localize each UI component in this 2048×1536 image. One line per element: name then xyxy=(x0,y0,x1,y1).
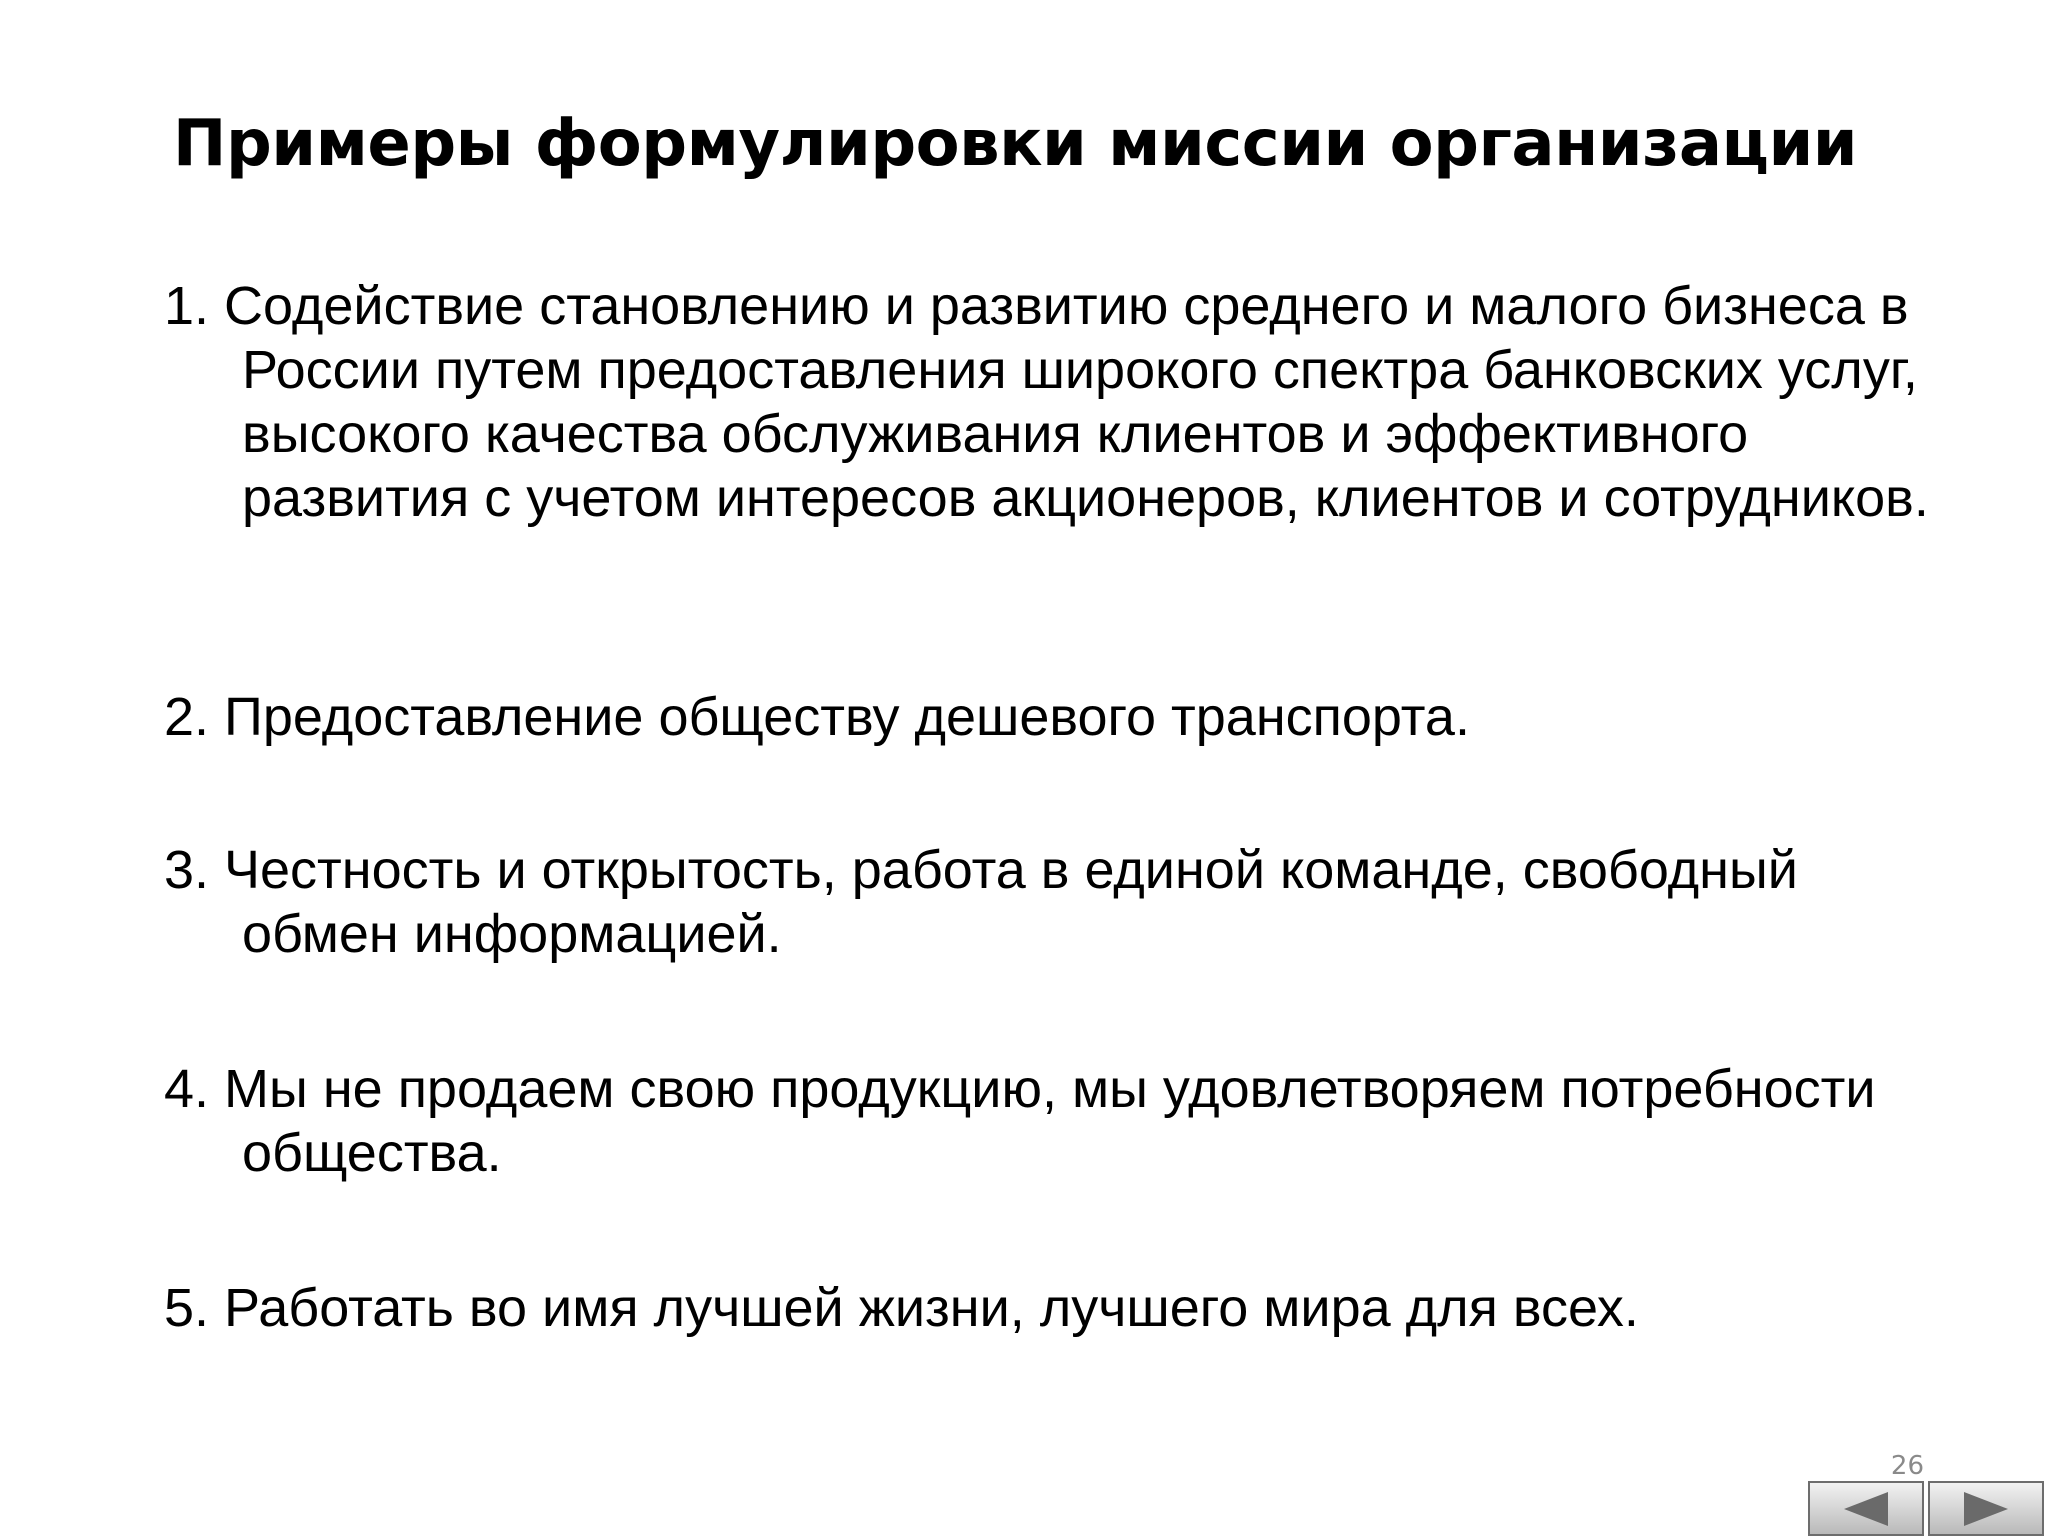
previous-slide-button[interactable] xyxy=(1808,1481,1924,1536)
slide-title: Примеры формулировки миссии организации xyxy=(172,107,1858,181)
triangle-left-icon xyxy=(1840,1490,1892,1528)
slide-navigation xyxy=(1808,1481,2048,1536)
triangle-right-icon xyxy=(1960,1490,2012,1528)
mission-item-4: 4. Мы не продаем свою продукцию, мы удовлетворяем потребности общества. xyxy=(164,1059,1876,1183)
mission-item-5: 5. Работать во имя лучшей жизни, лучшего мира для всех. xyxy=(164,1278,1639,1338)
mission-item-1: 1. Содействие становлению и развитию среднего и малого бизнеса в России путем предоставления широкого спектра банковских услуг, высокого качества обслуживания клиентов и эффективного развития с учетом интересов акционеров, клиентов и сотрудников. xyxy=(164,276,1929,528)
mission-item-2: 2. Предоставление обществу дешевого транспорта. xyxy=(164,687,1470,747)
page-number: 26 xyxy=(1890,1451,1924,1481)
mission-item-3: 3. Честность и открытость, работа в единой команде, свободный обмен информацией. xyxy=(164,840,1798,964)
next-slide-button[interactable] xyxy=(1928,1481,2044,1536)
